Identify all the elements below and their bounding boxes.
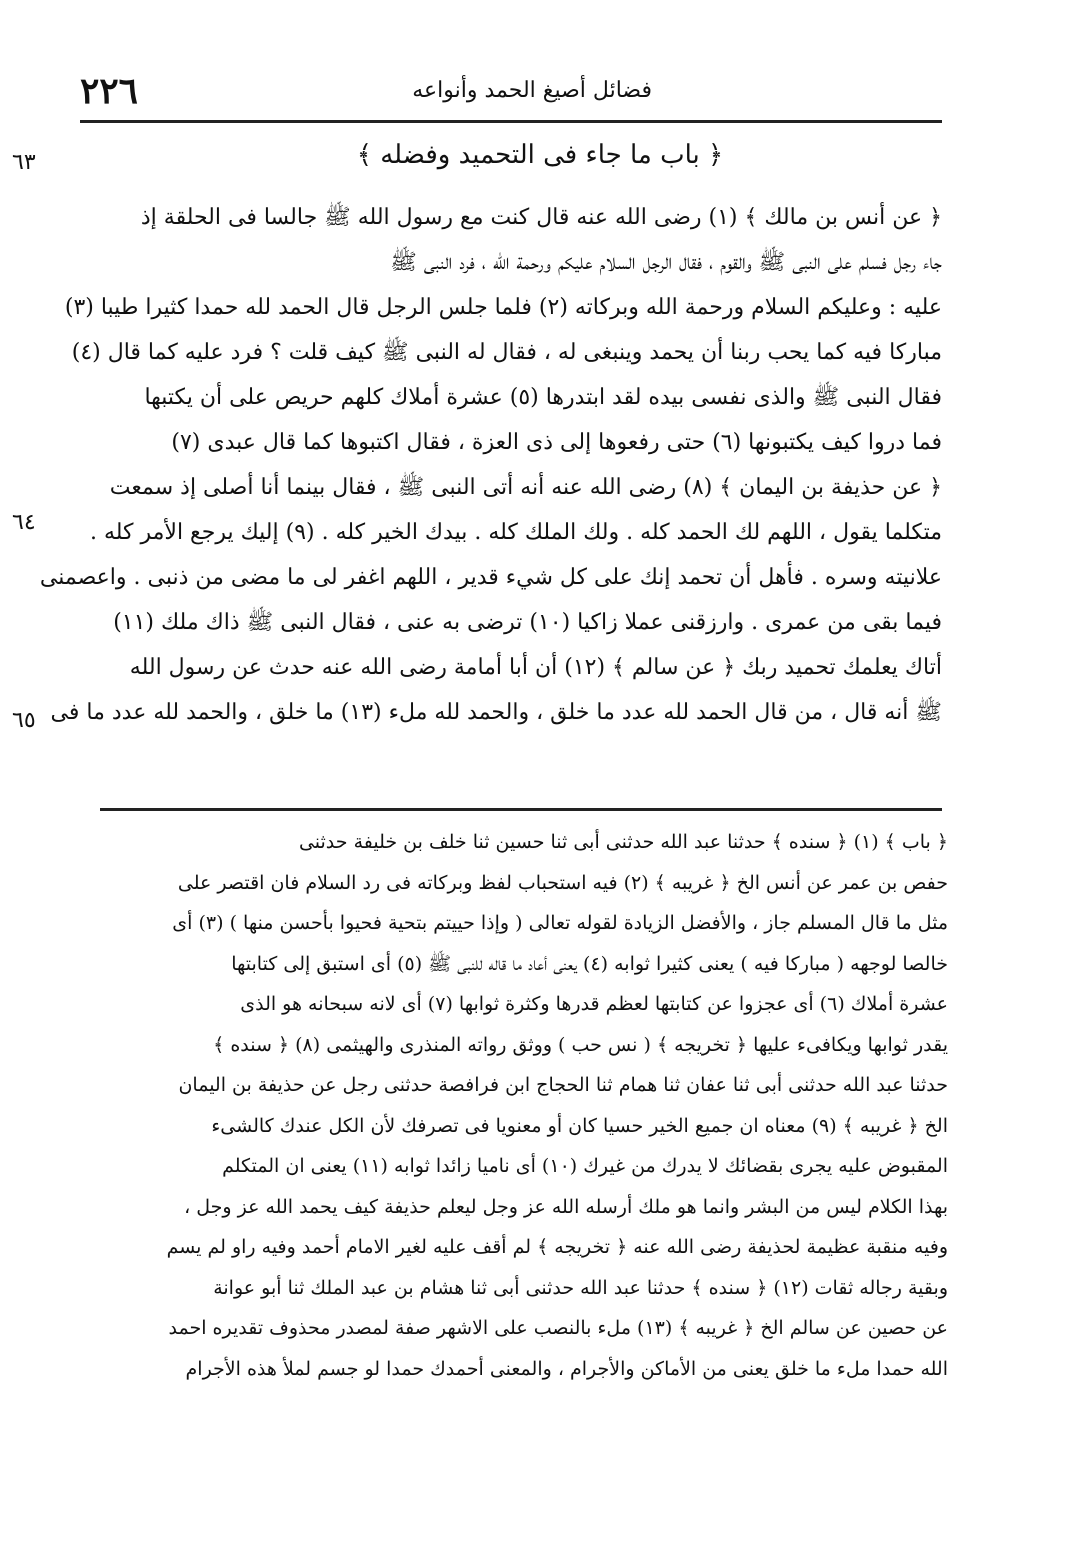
- footnote-line: وبقية رجاله ثقات (١٢) ﴿ سنده ﴾ حدثنا عبد الله حدثنى أبى ثنا هشام بن عبد الملك ثنا أبو عوانة: [213, 1276, 948, 1299]
- hadith-number: ٦٤: [12, 510, 36, 535]
- footnote-line: المقبوض عليه يجرى بقضائك لا يدرك من غيرك (١٠) أى ناميا زائدا ثوابه (١١) يعنى ان المتكلم: [222, 1155, 948, 1177]
- footnote-line: الله حمدا ملء ما خلق يعنى من الأماكن والأجرام ، والمعنى أحمدك حمدا لو جسم لملأ هذه الأجرام: [185, 1357, 948, 1380]
- footnote-line: بهذا الكلام ليس من البشر وانما هو ملك أرسله الله عز وجل ليعلم حذيفة كيف يحمد الله عز وجل ،: [184, 1195, 948, 1218]
- text-line: علانيته وسره . فأهل أن تحمد إنك على كل شيء قدير ، اللهم اغفر لى ما مضى من ذنبى . واعصمنى: [39, 565, 942, 590]
- footnote-line: حدثنا عبد الله حدثنى أبى ثنا عفان ثنا همام ثنا الحجاج ابن فرافصة حدثنى رجل عن حذيفة بن اليمان: [178, 1074, 948, 1096]
- page-number: ٢٢٦: [80, 70, 139, 112]
- footnote-line: عن حصين عن سالم الخ ﴿ غريبه ﴾ (١٣) ملء بالنصب على الاشهر صفة لمصدر محذوف تقديره احمد: [168, 1317, 948, 1339]
- header-rule: [80, 120, 942, 123]
- main-text: [39, 195, 942, 735]
- text-line: فما دروا كيف يكتبونها (٦) حتى رفعوها إلى ذى العزة ، فقال اكتبوها كما قال عبدى (٧): [171, 430, 942, 455]
- footnote-rule: [100, 808, 942, 811]
- text-line: عليه : وعليكم السلام ورحمة الله وبركاته (٢) فلما جلس الرجل قال الحمد لله حمدا كثيرا طيبا (٣): [64, 295, 942, 320]
- text-line: ﴿ عن أنس بن مالك ﴾ (١) رضى الله عنه قال كنت مع رسول الله ﷺ جالسا فى الحلقة إذ: [140, 205, 942, 230]
- text-line: ﴿ عن حذيفة بن اليمان ﴾ (٨) رضى الله عنه أنه أتى النبى ﷺ ، فقال بينما أنا أصلى إذ سمعت: [109, 475, 942, 500]
- chapter-title: ﴿ باب ما جاء فى التحميد وفضله ﴾: [356, 140, 724, 170]
- footnote-line: وفيه منقبة عظيمة لحذيفة رضى الله عنه ﴿ تخريجه ﴾ لم أقف عليه لغير الامام أحمد وفيه راو لم يسم: [166, 1236, 948, 1258]
- hadith-number: ٦٥: [12, 708, 36, 733]
- text-line: فقال النبى ﷺ والذى نفسى بيده لقد ابتدرها (٥) عشرة أملاك كلهم حريص على أن يكتبها: [144, 385, 942, 410]
- running-title: فضائل أصيغ الحمد وأنواعه: [412, 78, 652, 103]
- text-line: أتاك يعلمك تحميد ربك ﴿ عن سالم ﴾ (١٢) أن أبا أمامة رضى الله عنه حدث عن رسول الله: [129, 655, 942, 680]
- footnote-line: ﴿ باب ﴾ (١) ﴿ سنده ﴾ حدثنا عبد الله حدثنى أبى ثنا حسين ثنا خلف بن خليفة حدثنى: [298, 831, 948, 853]
- text-line: مباركا فيه كما يحب ربنا أن يحمد وينبغى له ، فقال له النبى ﷺ كيف قلت ؟ فرد عليه كما قال (٤): [71, 340, 942, 365]
- text-line: فيما بقى من عمرى . وارزقنى عملا زاكيا (١٠) ترضى به عنى ، فقال النبى ﷺ ذاك ملك (١١): [113, 610, 942, 635]
- footnote-line: حفص بن عمر عن أنس الخ ﴿ غريبه ﴾ (٢) فيه استحباب لفظ وبركاته فى رد السلام فان اقتصر على: [177, 871, 948, 894]
- text-line: جاء رجل فسلم على النبى ﷺ والقوم ، فقال الرجل السلام عليكم ورحمة الله ، فرد النبى ﷺ: [390, 250, 942, 275]
- footnote-line: يقدر ثوابها ويكافىء عليها ﴿ تخريجه ﴾ ( نس حب ) ووثق رواته المنذرى والهيثمى (٨) ﴿ سنده ﴾: [213, 1033, 948, 1056]
- footnote-line: خالصا لوجهه ( مباركا فيه ) يعنى كثيرا ثوابه (٤) يعنى أعاد ما قاله للنبى ﷺ (٥) أى استبق إلى كتابتها: [231, 952, 948, 975]
- hadith-number: ٦٣: [12, 150, 36, 175]
- footnote-line: عشرة أملاك (٦) أى عجزوا عن كتابتها لعظم قدرها وكثرة ثوابها (٧) أى لانه سبحانه هو الذى: [240, 993, 948, 1015]
- footnote-line: الخ ﴿ غريبه ﴾ (٩) معناه ان جميع الخير حسيا كان أو معنويا فى تصرفك لأن الكل عندك كالشىء: [211, 1114, 948, 1137]
- footnotes: [88, 822, 948, 1389]
- text-line: ﷺ أنه قال ، من قال الحمد لله عدد ما خلق ، والحمد لله ملء (١٣) ما خلق ، والحمد لله عدد ما فى: [50, 700, 942, 725]
- page-header: [80, 70, 942, 120]
- text-line: متكلما يقول ، اللهم لك الحمد كله . ولك الملك كله . بيدك الخير كله . (٩) إليك يرجع الأمر كله .: [89, 520, 942, 545]
- footnote-line: مثل ما قال المسلم جاز ، والأفضل الزيادة لقوله تعالى ( وإذا حييتم بتحية فحيوا بأحسن منها ) (٣) أى: [172, 912, 948, 934]
